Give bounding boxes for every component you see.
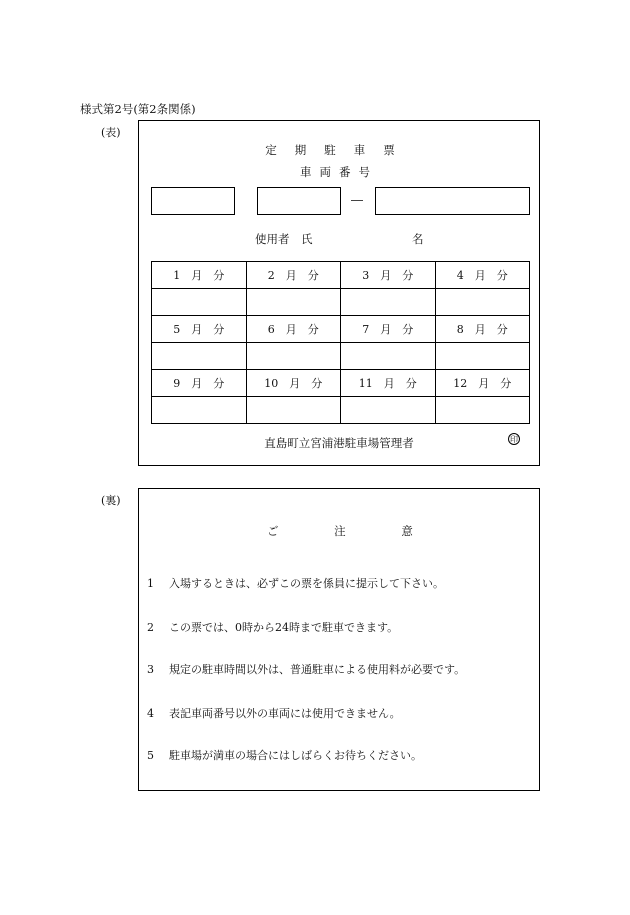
number-separator: ―: [351, 193, 363, 207]
notice-number: 2: [147, 621, 154, 634]
notice-number: 1: [147, 577, 154, 590]
form-title: 様式第2号(第2条関係): [80, 102, 196, 116]
notice-text: 規定の駐車時間以外は、普通駐車による使用料が必要です。: [169, 663, 466, 676]
notice-title-char: 注: [334, 524, 346, 538]
month-cell: 5 月 分: [152, 316, 247, 343]
notice-item: [147, 661, 465, 677]
month-cell: 4 月 分: [435, 262, 530, 289]
notice-title-char: 意: [401, 524, 413, 538]
notice-item: [147, 705, 401, 721]
stamp-cell[interactable]: [435, 343, 530, 370]
owner-label: 使用者 氏: [255, 232, 313, 246]
manager-label: 直島町立宮浦港駐車場管理者: [264, 436, 414, 450]
front-side-label: (表): [101, 126, 121, 139]
stamp-cell[interactable]: [435, 397, 530, 424]
notice-item: [147, 575, 444, 591]
notice-number: 3: [147, 663, 154, 676]
ticket-title: 定期駐車票: [265, 143, 413, 157]
stamp-cell[interactable]: [435, 289, 530, 316]
notice-text: 表記車両番号以外の車両には使用できません。: [169, 707, 401, 720]
stamp-cell[interactable]: [341, 289, 436, 316]
owner-name-label: 名: [412, 232, 424, 246]
stamp-cell[interactable]: [341, 397, 436, 424]
stamp-cell[interactable]: [152, 397, 247, 424]
month-label-row: [152, 316, 530, 343]
month-cell: 7 月 分: [341, 316, 436, 343]
stamp-cell[interactable]: [341, 343, 436, 370]
month-cell: 8 月 分: [435, 316, 530, 343]
month-cell: 9 月 分: [152, 370, 247, 397]
vehicle-number-field-3[interactable]: [375, 187, 530, 215]
notice-title: [267, 523, 413, 539]
stamp-row: [152, 397, 530, 424]
monthly-stamp-table: [151, 261, 530, 424]
stamp-cell[interactable]: [152, 343, 247, 370]
notice-text: 駐車場が満車の場合にはしばらくお待ちください。: [169, 749, 422, 762]
notice-title-char: ご: [267, 524, 279, 538]
front-card: [138, 120, 540, 466]
stamp-row: [152, 343, 530, 370]
month-cell: 11 月 分: [341, 370, 436, 397]
month-label-row: [152, 262, 530, 289]
vehicle-number-field-2[interactable]: [257, 187, 341, 215]
notice-text: 入場するときは、必ずこの票を係員に提示して下さい。: [169, 577, 444, 590]
notice-number: 4: [147, 707, 154, 720]
back-side-label: (裏): [101, 494, 121, 507]
notice-text: この票では、0時から24時まで駐車できます。: [169, 621, 399, 634]
stamp-row: [152, 289, 530, 316]
stamp-cell[interactable]: [246, 397, 341, 424]
stamp-cell[interactable]: [246, 343, 341, 370]
month-cell: 12 月 分: [435, 370, 530, 397]
month-cell: 6 月 分: [246, 316, 341, 343]
notice-item: [147, 747, 422, 763]
month-cell: 3 月 分: [341, 262, 436, 289]
notice-item: [147, 619, 398, 635]
stamp-cell[interactable]: [152, 289, 247, 316]
month-cell: 10 月 分: [246, 370, 341, 397]
seal-mark: 印: [510, 435, 518, 444]
month-cell: 2 月 分: [246, 262, 341, 289]
stamp-cell[interactable]: [246, 289, 341, 316]
vehicle-number-label: 車両番号: [300, 165, 378, 179]
back-card: [138, 488, 540, 791]
vehicle-number-field-1[interactable]: [151, 187, 235, 215]
month-cell: 1 月 分: [152, 262, 247, 289]
notice-number: 5: [147, 749, 154, 762]
month-label-row: [152, 370, 530, 397]
